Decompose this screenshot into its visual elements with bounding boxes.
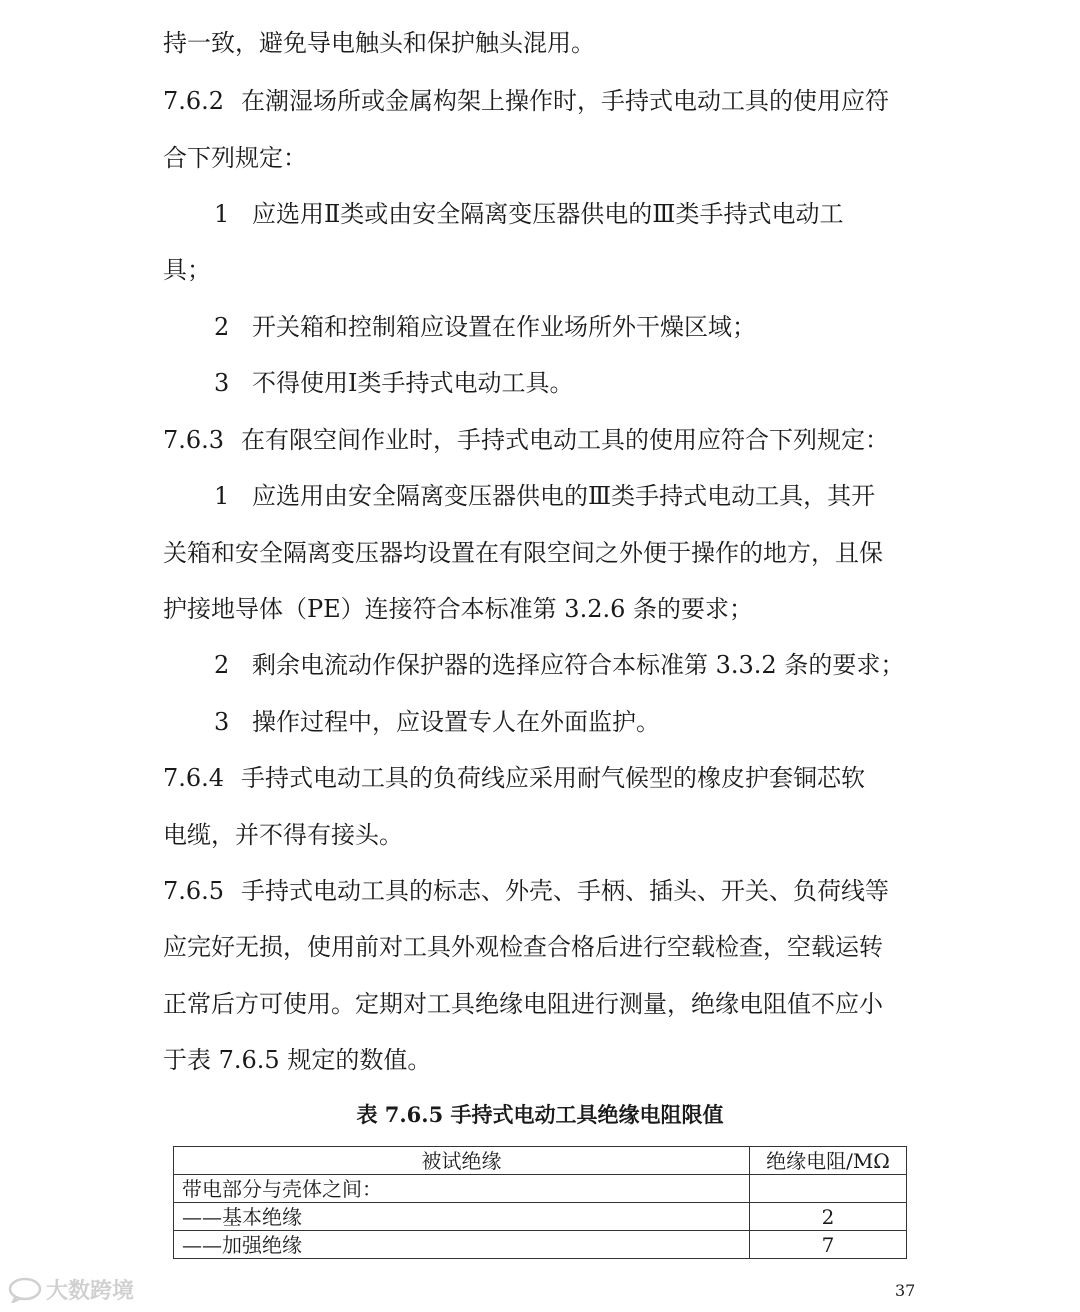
table-cell: ——加强绝缘: [174, 1231, 750, 1259]
chat-bubble-icon: [8, 1277, 42, 1303]
clause-number: 7.6.2: [163, 87, 225, 115]
table-cell: ——基本绝缘: [174, 1203, 750, 1231]
table-cell: 7: [750, 1231, 907, 1259]
text-line: 于表 7.6.5 规定的数值。: [163, 1046, 432, 1074]
list-item: 3 不得使用Ⅰ类手持式电动工具。: [214, 369, 574, 397]
clause-number: 7.6.3: [163, 426, 225, 454]
table-row: [174, 1203, 907, 1231]
text-line: 具；: [163, 256, 211, 284]
table-cell: 带电部分与壳体之间：: [174, 1175, 750, 1203]
text-line: 持一致，避免导电触头和保护触头混用。: [163, 29, 595, 57]
text-line: 关箱和安全隔离变压器均设置在有限空间之外便于操作的地方，且保: [163, 539, 883, 567]
text-line: 护接地导体（PE）连接符合本标准第 3.2.6 条的要求；: [163, 595, 753, 623]
table-header-row: [174, 1147, 907, 1175]
clause-7-6-3: 7.6.3 在有限空间作业时，手持式电动工具的使用应符合下列规定：: [163, 423, 889, 457]
table-row: [174, 1231, 907, 1259]
clause-7-6-5: 7.6.5 手持式电动工具的标志、外壳、手柄、插头、开关、负荷线等: [163, 874, 889, 908]
list-item: 1 应选用由安全隔离变压器供电的Ⅲ类手持式电动工具，其开: [214, 482, 876, 510]
text-line: 应完好无损，使用前对工具外观检查合格后进行空载检查，空载运转: [163, 933, 883, 961]
table-caption: 表 7.6.5 手持式电动工具绝缘电阻限值: [356, 1102, 724, 1127]
insulation-resistance-table: [173, 1146, 907, 1259]
watermark-text: 大数跨境: [46, 1279, 135, 1304]
text-line: 正常后方可使用。定期对工具绝缘电阻进行测量，绝缘电阻值不应小: [163, 990, 883, 1018]
clause-number: 7.6.5: [163, 877, 225, 905]
watermark: [8, 1274, 134, 1305]
column-header: 绝缘电阻/MΩ: [750, 1147, 907, 1175]
clause-7-6-2: 7.6.2 在潮湿场所或金属构架上操作时，手持式电动工具的使用应符: [163, 84, 889, 118]
text-line: 合下列规定：: [163, 144, 307, 172]
list-item: 2 开关箱和控制箱应设置在作业场所外干燥区域；: [214, 313, 756, 341]
list-item: 3 操作过程中，应设置专人在外面监护。: [214, 708, 660, 736]
page-number: 37: [895, 1281, 916, 1300]
table-cell: 2: [750, 1203, 907, 1231]
table-row: [174, 1175, 907, 1203]
clause-7-6-4: 7.6.4 手持式电动工具的负荷线应采用耐气候型的橡皮护套铜芯软: [163, 761, 865, 795]
text-line: 电缆，并不得有接头。: [163, 821, 403, 849]
list-item: 2 剩余电流动作保护器的选择应符合本标准第 3.3.2 条的要求；: [214, 651, 905, 679]
column-header: 被试绝缘: [174, 1147, 750, 1175]
table-cell: [750, 1175, 907, 1203]
clause-number: 7.6.4: [163, 764, 225, 792]
list-item: 1 应选用Ⅱ类或由安全隔离变压器供电的Ⅲ类手持式电动工: [214, 200, 844, 228]
